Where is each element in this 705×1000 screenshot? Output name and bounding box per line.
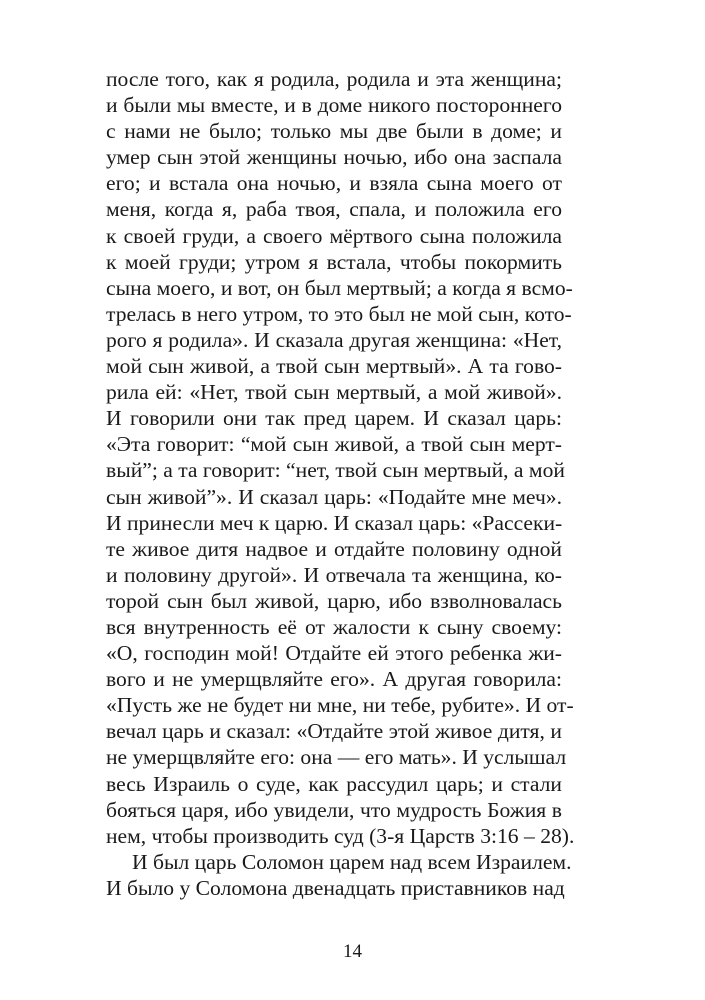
text-line: и половину другой». И отвечала та женщина, ко- <box>106 562 562 587</box>
text-line: мой сын живой, а твой сын мертвый». А та гово- <box>106 354 562 379</box>
text-line: «Пусть же не будет ни мне, ни тебе, рубите». И от- <box>106 693 574 718</box>
text-line: вся внутренность её от жалости к сыну своему: <box>106 614 562 639</box>
text-line: не умерщвляйте его: она — его мать». И услышал <box>106 745 567 770</box>
text-line: И говорили они так пред царем. И сказал царь: <box>106 406 562 431</box>
text-line: вого и не умерщвляйте его». А другая говорила: <box>106 667 562 692</box>
text-line: «Эта говорит: “мой сын живой, а твой сын мерт- <box>106 432 562 457</box>
text-line: вечал царь и сказал: «Отдайте этой живое дитя, и <box>106 719 562 744</box>
page-number: 14 <box>343 941 362 962</box>
paragraph-1 <box>106 66 575 849</box>
text-line: торой сын был живой, царю, ибо взволновалась <box>106 588 562 613</box>
text-line: И было у Соломона двенадцать приставников над <box>106 876 565 901</box>
text-line: бояться царя, ибо увидели, что мудрость Божия в <box>106 797 562 822</box>
text-line: после того, как я родила, родила и эта женщина; <box>106 67 562 91</box>
text-line: И принесли меч к царю. И сказал царь: «Рассеки- <box>106 510 563 535</box>
paragraph-2 <box>106 849 572 901</box>
text-line: сына моего, и вот, он был мертвый; а когда я всмо- <box>106 275 573 300</box>
text-line: и были мы вместе, и в доме никого постороннего <box>106 93 562 118</box>
text-line: нем, чтобы производить суд (3-я Царств 3:16 – 28). <box>106 823 575 848</box>
text-line: те живое дитя надвое и отдайте половину одной <box>106 536 562 561</box>
text-line: рого я родила». И сказала другая женщина: «Нет, <box>106 327 562 352</box>
text-line: вый”; а та говорит: “нет, твой сын мертвый, а мой <box>106 458 565 483</box>
text-line: его; и встала она ночью, и взяла сына моего от <box>106 171 562 196</box>
text-line: весь Израиль о суде, как рассудил царь; и стали <box>106 771 562 796</box>
text-line: трелась в него утром, то это был не мой сын, кото- <box>106 301 572 326</box>
text-line: к моей груди; утром я встала, чтобы покормить <box>106 249 562 274</box>
text-line: с нами не было; только мы две были в доме; и <box>106 119 562 144</box>
text-line: умер сын этой женщины ночью, ибо она заспала <box>106 145 562 170</box>
text-line: меня, когда я, раба твоя, спала, и положила его <box>106 197 562 222</box>
text-line: «О, господин мой! Отдайте ей этого ребенка жи- <box>106 641 562 666</box>
text-line: И был царь Соломон царем над всем Израилем. <box>132 850 572 874</box>
text-line: рила ей: «Нет, твой сын мертвый, а мой живой». <box>106 380 562 405</box>
text-line: к своей груди, а своего мёртвого сына положила <box>106 223 562 248</box>
text-line: сын живой”». И сказал царь: «Подайте мне меч». <box>106 484 562 509</box>
